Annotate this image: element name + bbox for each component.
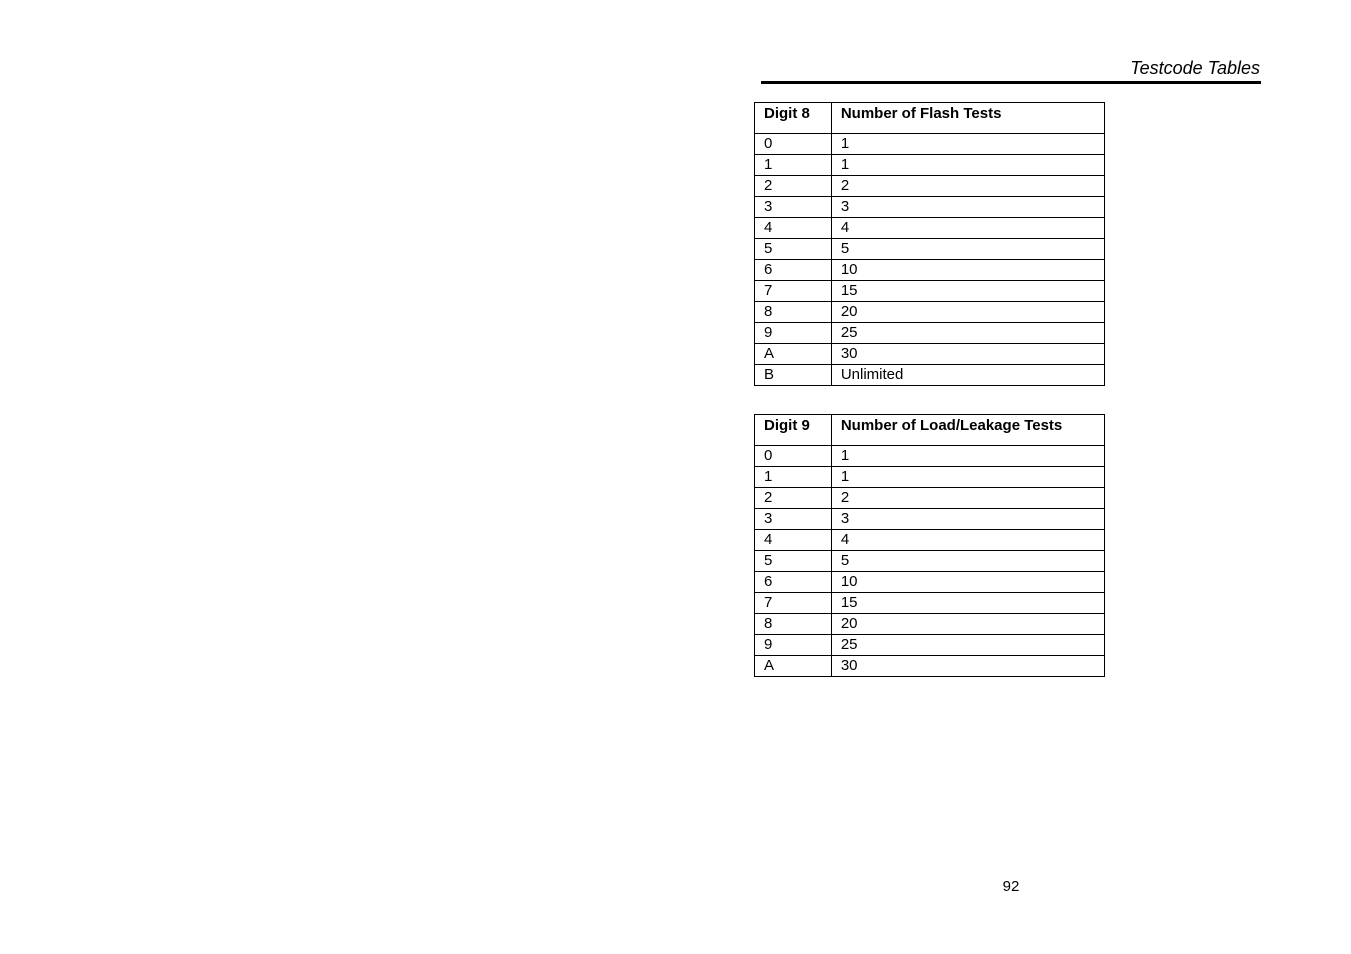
table-row bbox=[755, 155, 1105, 176]
column-header-digit: Digit 8 bbox=[755, 103, 832, 134]
count-cell: 2 bbox=[831, 176, 1104, 197]
count-cell: Unlimited bbox=[831, 365, 1104, 386]
table-row bbox=[755, 593, 1105, 614]
digit-cell: 4 bbox=[755, 530, 832, 551]
digit-cell: 1 bbox=[755, 155, 832, 176]
count-cell: 30 bbox=[831, 656, 1104, 677]
count-cell: 10 bbox=[831, 572, 1104, 593]
digit-cell: B bbox=[755, 365, 832, 386]
flash-tests-body bbox=[755, 134, 1105, 386]
table-row bbox=[755, 509, 1105, 530]
count-cell: 15 bbox=[831, 593, 1104, 614]
digit-cell: A bbox=[755, 344, 832, 365]
digit-cell: 5 bbox=[755, 239, 832, 260]
digit-cell: 4 bbox=[755, 218, 832, 239]
count-cell: 5 bbox=[831, 551, 1104, 572]
load-leakage-tests-table bbox=[754, 414, 1105, 677]
digit-cell: 5 bbox=[755, 551, 832, 572]
digit-cell: 9 bbox=[755, 323, 832, 344]
table-row bbox=[755, 446, 1105, 467]
column-header-digit: Digit 9 bbox=[755, 415, 832, 446]
table-row bbox=[755, 656, 1105, 677]
digit-cell: 1 bbox=[755, 467, 832, 488]
flash-tests-table bbox=[754, 102, 1105, 386]
count-cell: 10 bbox=[831, 260, 1104, 281]
table-row bbox=[755, 197, 1105, 218]
digit-cell: A bbox=[755, 656, 832, 677]
count-cell: 30 bbox=[831, 344, 1104, 365]
count-cell: 15 bbox=[831, 281, 1104, 302]
count-cell: 1 bbox=[831, 155, 1104, 176]
table-row bbox=[755, 530, 1105, 551]
table-row bbox=[755, 614, 1105, 635]
table-row bbox=[755, 488, 1105, 509]
count-cell: 4 bbox=[831, 530, 1104, 551]
count-cell: 3 bbox=[831, 197, 1104, 218]
digit-cell: 8 bbox=[755, 302, 832, 323]
table-row bbox=[755, 323, 1105, 344]
digit-cell: 3 bbox=[755, 509, 832, 530]
table-header-row bbox=[755, 415, 1105, 446]
table-header-row bbox=[755, 103, 1105, 134]
column-header-count: Number of Flash Tests bbox=[831, 103, 1104, 134]
digit-cell: 0 bbox=[755, 134, 832, 155]
digit-cell: 6 bbox=[755, 572, 832, 593]
digit-cell: 0 bbox=[755, 446, 832, 467]
table-row bbox=[755, 344, 1105, 365]
count-cell: 25 bbox=[831, 635, 1104, 656]
table-row bbox=[755, 176, 1105, 197]
count-cell: 20 bbox=[831, 302, 1104, 323]
load-leakage-tests-body bbox=[755, 446, 1105, 677]
count-cell: 1 bbox=[831, 134, 1104, 155]
header-rule bbox=[761, 81, 1261, 84]
table-row bbox=[755, 572, 1105, 593]
table-row bbox=[755, 239, 1105, 260]
column-header-count: Number of Load/Leakage Tests bbox=[831, 415, 1104, 446]
table-row bbox=[755, 218, 1105, 239]
digit-cell: 7 bbox=[755, 593, 832, 614]
table-row bbox=[755, 302, 1105, 323]
count-cell: 1 bbox=[831, 467, 1104, 488]
count-cell: 1 bbox=[831, 446, 1104, 467]
table-row bbox=[755, 134, 1105, 155]
count-cell: 2 bbox=[831, 488, 1104, 509]
digit-cell: 2 bbox=[755, 488, 832, 509]
table-row bbox=[755, 365, 1105, 386]
digit-cell: 6 bbox=[755, 260, 832, 281]
digit-cell: 8 bbox=[755, 614, 832, 635]
digit-cell: 2 bbox=[755, 176, 832, 197]
page-header-title: Testcode Tables bbox=[1130, 58, 1260, 78]
digit-cell: 9 bbox=[755, 635, 832, 656]
count-cell: 3 bbox=[831, 509, 1104, 530]
page-number: 92 bbox=[1002, 878, 1020, 895]
count-cell: 4 bbox=[831, 218, 1104, 239]
table-row bbox=[755, 467, 1105, 488]
count-cell: 5 bbox=[831, 239, 1104, 260]
digit-cell: 3 bbox=[755, 197, 832, 218]
count-cell: 20 bbox=[831, 614, 1104, 635]
table-row bbox=[755, 635, 1105, 656]
table-row bbox=[755, 260, 1105, 281]
digit-cell: 7 bbox=[755, 281, 832, 302]
table-row bbox=[755, 551, 1105, 572]
table-row bbox=[755, 281, 1105, 302]
count-cell: 25 bbox=[831, 323, 1104, 344]
